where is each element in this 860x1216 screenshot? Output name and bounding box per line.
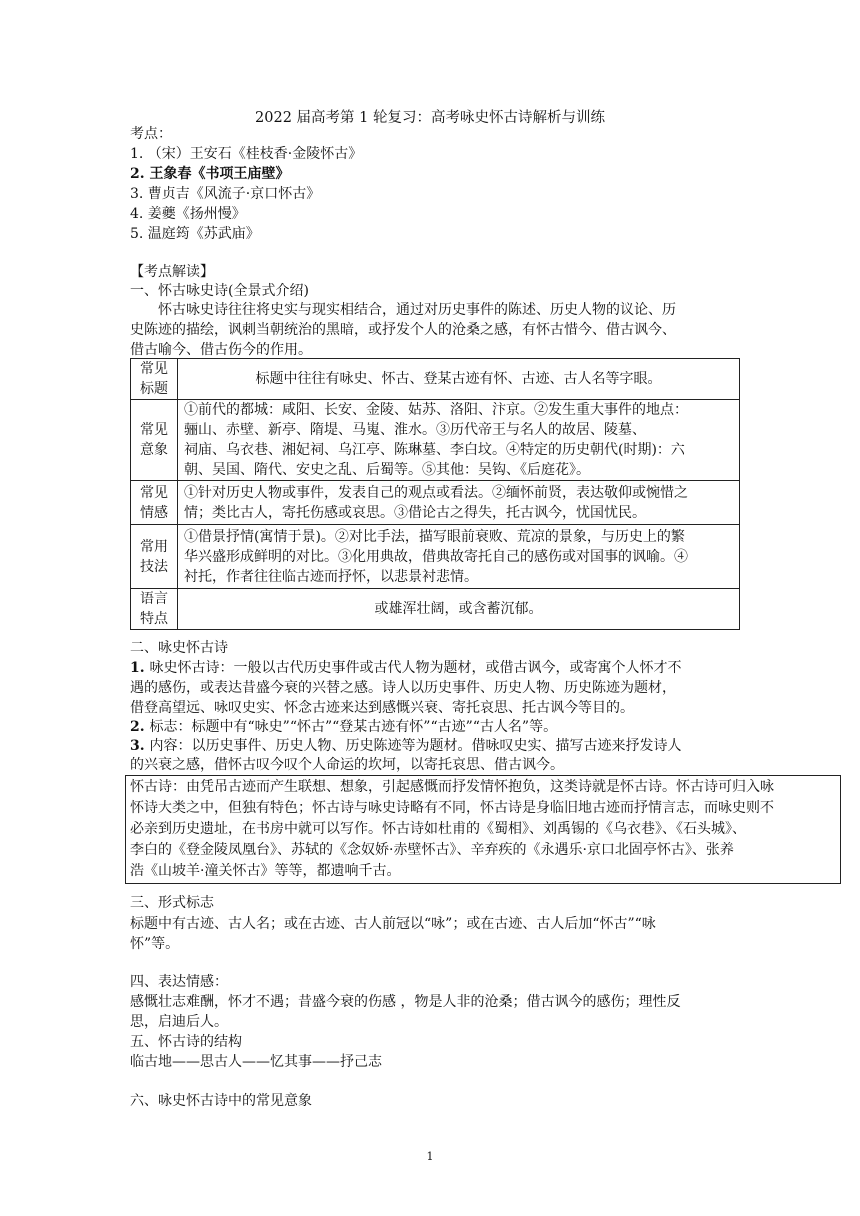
row-content xyxy=(178,359,740,400)
table-row xyxy=(131,525,740,589)
point-5: 5. 温庭筠《苏武庙》 xyxy=(130,226,260,242)
section-2-line: 借登高望远、咏叹史实、怀念古迹来达到感慨兴衰、寄托哀思、托古讽今等目的。 xyxy=(130,700,634,716)
section-5-heading: 五、怀古诗的结构 xyxy=(130,1034,242,1050)
row-header xyxy=(131,525,178,589)
row-header-text: 常用 xyxy=(140,538,168,555)
note-line: 必亲到历史遗址，在书房中就可以写作。怀古诗如杜甫的《蜀相》、刘禹锡的《乌衣巷》、《石头城》、 xyxy=(130,821,746,837)
point-2: 2. 王象春《书项王庙壁》 xyxy=(130,166,290,182)
row-header-text: 特点 xyxy=(140,611,168,627)
note-line: 李白的《登金陵凤凰台》、苏轼的《念奴娇·赤壁怀古》、辛弃疾的《永遇乐·京口北固亭怀古》、张养 xyxy=(130,842,734,858)
item-text: 标志：标题中有“咏史”“怀古”“登某古迹有怀”“古迹”“古人名”等。 xyxy=(149,719,558,735)
note-line: 怀诗大类之中，但独有特色；怀古诗与咏史诗略有不同，怀古诗是身临旧地古迹而抒情言志，而咏史则不 xyxy=(130,800,774,816)
section-5-line: 临古地——思古人——忆其事——抒己志 xyxy=(130,1054,382,1070)
item-text: 内容：以历史事件、历史人物、历史陈迹等为题材。借咏叹史实、描写古迹来抒发诗人 xyxy=(149,738,682,754)
row-header-text: 技法 xyxy=(140,558,168,575)
document-title: 2022 届高考第 1 轮复习：高考咏史怀古诗解析与训练 xyxy=(255,110,605,126)
section-1-heading: 一、怀古咏史诗(全景式介绍) xyxy=(130,283,309,299)
note-line: 怀古诗：由凭吊古迹而产生联想、想象，引起感慨而抒发情怀抱负，这类诗就是怀古诗。怀古诗可归入咏 xyxy=(130,779,774,795)
section-2-line xyxy=(130,717,557,737)
row-header xyxy=(131,400,178,481)
table-row xyxy=(131,481,740,525)
point-4: 4. 姜夔《扬州慢》 xyxy=(130,206,246,222)
row-content-line: 华兴盛形成鲜明的对比。③化用典故，借典故寄托自己的感伤或对国事的讽喻。④ xyxy=(184,548,688,565)
row-content-line: 祠庙、乌衣巷、湘妃祠、乌江亭、陈琳墓、李白坟。④特定的历史朝代(时期)：六 xyxy=(184,442,685,458)
item-number: 3. xyxy=(130,738,150,754)
row-content xyxy=(178,525,740,589)
row-header-text: 标题 xyxy=(140,381,168,397)
row-content-line: ①针对历史人物或事件，发表自己的观点或看法。②缅怀前贤，表达敬仰或惋惜之 xyxy=(184,484,688,501)
row-content xyxy=(178,400,740,481)
point-1: 1. （宋）王安石《桂枝香·金陵怀古》 xyxy=(130,146,363,162)
poetry-feature-table xyxy=(130,358,740,630)
section-6-heading: 六、咏史怀古诗中的常见意象 xyxy=(130,1093,312,1109)
table-row xyxy=(131,359,740,400)
row-header-text: 情感 xyxy=(140,504,168,521)
point-3: 3. 曹贞吉《风流子·京口怀古》 xyxy=(130,186,321,202)
row-header xyxy=(131,359,178,400)
section-1-para-line: 史陈迹的描绘，讽刺当朝统治的黑暗，或抒发个人的沧桑之感，有怀古惜今、借古讽今、 xyxy=(130,322,676,338)
section-4-heading: 四、表达情感： xyxy=(130,974,228,990)
section-2-heading: 二、咏史怀古诗 xyxy=(130,640,228,656)
section-4-line: 感慨壮志难酬，怀才不遇；昔盛今衰的伤感 ，物是人非的沧桑；借古讽今的感伤；理性反 xyxy=(130,994,681,1010)
item-text: 咏史怀古诗：一般以古代历史事件或古代人物为题材，或借古讽今，或寄寓个人怀才不 xyxy=(149,660,682,676)
row-header xyxy=(131,481,178,525)
huaigu-note-box xyxy=(125,775,841,884)
row-content-line: ①借景抒情(寓情于景)。②对比手法，描写眼前衰败、荒凉的景象，与历史上的繁 xyxy=(184,528,685,545)
row-content-line: 骊山、赤壁、新亭、隋堤、马嵬、淮水。③历代帝王与名人的故居、陵墓、 xyxy=(184,422,646,438)
section-2-line xyxy=(130,736,682,756)
section-1-para-line: 借古喻今、借古伤今的作用。 xyxy=(130,342,312,358)
table-row xyxy=(131,400,740,481)
section-jiedu-heading: 【考点解读】 xyxy=(130,264,214,280)
row-content-line: 标题中往往有咏史、怀古、登某古迹有怀、古迹、古人名等字眼。 xyxy=(255,371,662,387)
section-3-heading: 三、形式标志 xyxy=(130,895,214,911)
item-number: 1. xyxy=(130,660,150,676)
row-content xyxy=(178,481,740,525)
kaodian-label: 考点： xyxy=(130,126,172,142)
table-row xyxy=(131,589,740,630)
section-2-line: 遇的感伤，或表达昔盛今衰的兴替之感。诗人以历史事件、历史人物、历史陈迹为题材， xyxy=(130,680,676,696)
section-4-line: 思，启迪后人。 xyxy=(130,1014,228,1030)
row-header-text: 意象 xyxy=(140,442,168,458)
row-content-line: ①前代的都城：咸阳、长安、金陵、姑苏、洛阳、汴京。②发生重大事件的地点： xyxy=(184,402,688,418)
section-2-line xyxy=(130,658,682,678)
section-2-line: 的兴衰之感，借怀古叹今叹个人命运的坎坷，以寄托哀思、借古讽今。 xyxy=(130,757,564,773)
row-header-text: 常见 xyxy=(140,422,168,438)
row-header xyxy=(131,589,178,630)
row-content-line: 情；类比古人，寄托伤感或哀思。③借论古之得失，托古讽今，忧国忧民。 xyxy=(184,504,646,521)
page-number: 1 xyxy=(426,1150,434,1163)
note-line: 浩《山坡羊·潼关怀古》等等，都遗响千古。 xyxy=(130,863,401,879)
section-3-line: 怀”等。 xyxy=(130,936,180,952)
row-content xyxy=(178,589,740,630)
item-number: 2. xyxy=(130,719,150,735)
row-header-text: 语言 xyxy=(140,591,168,607)
row-header-text: 常见 xyxy=(140,484,168,501)
row-header-text: 常见 xyxy=(140,361,168,377)
section-1-para-line: 怀古咏史诗往往将史实与现实相结合，通过对历史事件的陈述、历史人物的议论、历 xyxy=(158,302,676,318)
row-content-line: 朝、吴国、隋代、安史之乱、后蜀等。⑤其他：吴钩、《后庭花》。 xyxy=(184,462,590,478)
section-3-line: 标题中有古迹、古人名；或在古迹、古人前冠以“咏”；或在古迹、古人后加“怀古”“咏 xyxy=(130,916,656,932)
row-content-line: 衬托，作者往往临古迹而抒怀，以悲景衬悲情。 xyxy=(184,568,478,585)
row-content-line: 或雄浑壮阔，或含蓄沉郁。 xyxy=(374,601,543,617)
